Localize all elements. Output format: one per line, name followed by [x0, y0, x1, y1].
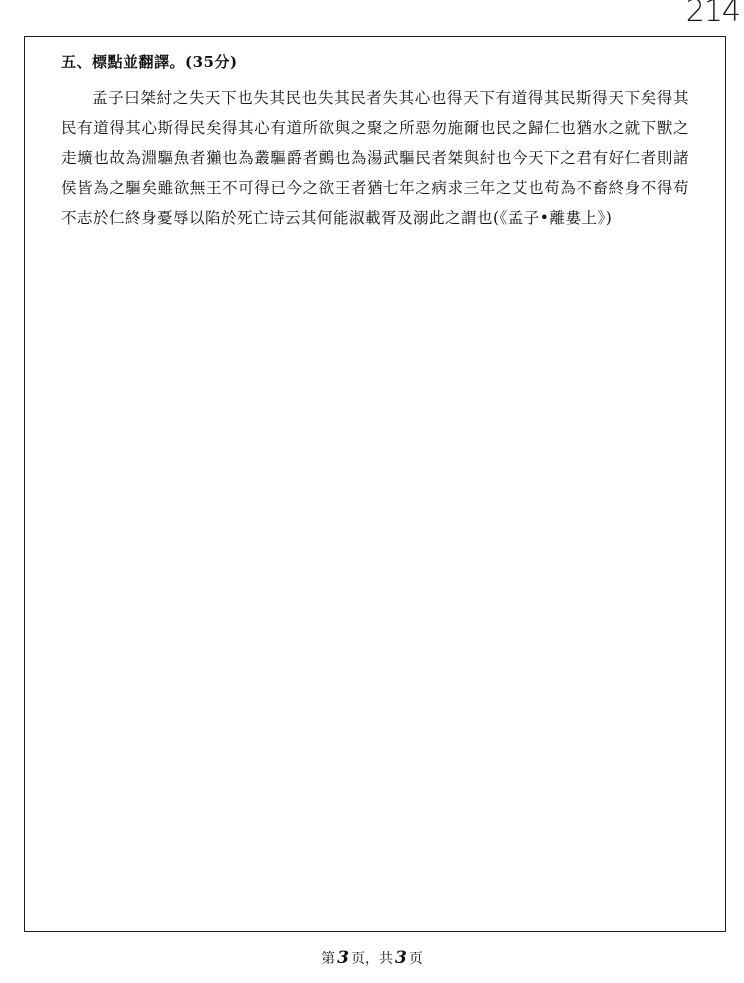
total-pages-number: 3 — [395, 948, 407, 968]
footer-mid: 页，共 — [351, 951, 393, 967]
question-heading: 五、標點並翻譯。(35分) — [61, 53, 238, 71]
handwritten-page-mark: 214 — [685, 0, 740, 29]
footer-suffix: 页 — [408, 951, 423, 967]
classical-passage: 孟子曰桀紂之失天下也失其民也失其民者失其心也得天下有道得其民斯得天下矣得其民有道得其心斯得民矣得其心有道所欲與之聚之所惡勿施爾也民之歸仁也猶水之就下獸之走壙也故為淵驅魚者獺也為叢驅爵者鸇也為湯武驅民者桀與紂也今天下之君有好仁者則諸侯皆為之驅矣雖欲無王不可得已今之欲王者猶七年之病求三年之艾也苟為不畜終身不得苟不志於仁終身憂辱以陷於死亡诗云其何能淑載胥及溺此之謂也(《孟子•離婁上》) — [61, 89, 689, 227]
current-page-number: 3 — [337, 948, 349, 968]
footer-prefix: 第 — [321, 951, 336, 967]
page-footer — [0, 948, 744, 968]
answer-frame — [24, 36, 726, 932]
